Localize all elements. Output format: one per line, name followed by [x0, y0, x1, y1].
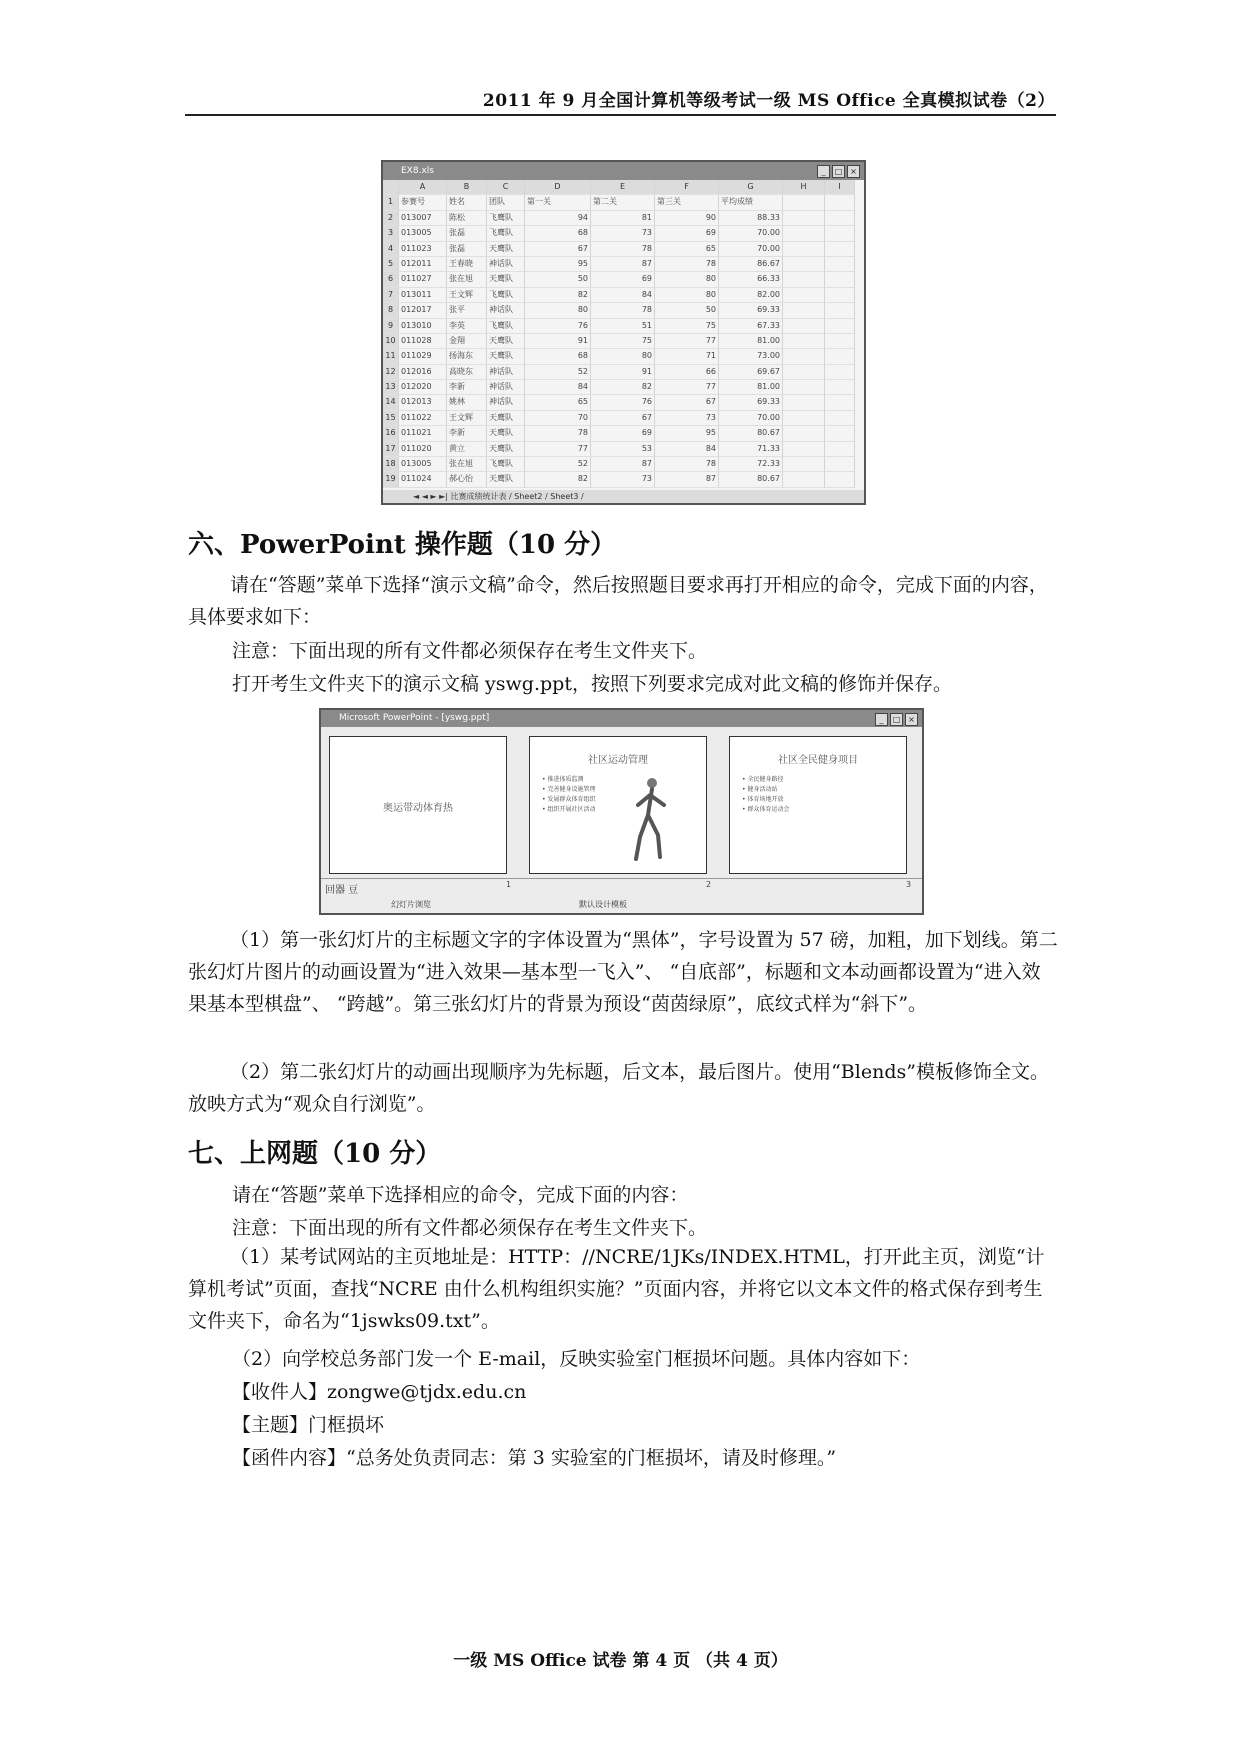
table-cell[interactable]: 66.33	[719, 272, 783, 287]
table-cell[interactable]: 76	[591, 395, 655, 410]
table-cell[interactable]: 011028	[399, 334, 447, 349]
close-icon[interactable]: ×	[847, 165, 860, 178]
slide-thumbnail-1[interactable]	[329, 736, 507, 874]
table-cell[interactable]: 陈松	[447, 211, 487, 226]
table-cell[interactable]	[825, 226, 855, 241]
table-cell[interactable]: 70	[525, 411, 591, 426]
table-cell[interactable]: 78	[591, 242, 655, 257]
table-cell[interactable]	[783, 334, 825, 349]
table-cell[interactable]: 张磊	[447, 226, 487, 241]
table-cell[interactable]: 80	[655, 288, 719, 303]
ppt-status-bar	[321, 878, 922, 913]
maximize-icon[interactable]: □	[832, 165, 845, 178]
table-cell[interactable]	[825, 395, 855, 410]
table-cell[interactable]: 张在旭	[447, 457, 487, 472]
table-cell[interactable]: 50	[655, 303, 719, 318]
table-cell[interactable]: 90	[655, 211, 719, 226]
slide-thumbnail-2[interactable]	[529, 736, 707, 874]
table-cell[interactable]: 012013	[399, 395, 447, 410]
table-cell[interactable]: 82	[525, 472, 591, 487]
table-cell[interactable]: 天鹰队	[487, 272, 525, 287]
table-cell[interactable]: 84	[655, 442, 719, 457]
table-cell[interactable]: 81.00	[719, 380, 783, 395]
bullet: • 全民健身路径	[742, 776, 784, 783]
excel-screenshot	[381, 160, 866, 505]
column-header[interactable]: D	[525, 180, 591, 195]
table-cell[interactable]: 飞鹰队	[487, 288, 525, 303]
table-cell[interactable]: 80.67	[719, 472, 783, 487]
table-cell[interactable]: 87	[591, 257, 655, 272]
table-cell[interactable]: 第二关	[591, 195, 655, 210]
table-cell[interactable]	[783, 303, 825, 318]
table-cell[interactable]: 神话队	[487, 380, 525, 395]
row-header[interactable]: 18	[383, 457, 399, 472]
table-cell[interactable]: 70.00	[719, 226, 783, 241]
column-header[interactable]: B	[447, 180, 487, 195]
table-cell[interactable]	[825, 442, 855, 457]
table-cell[interactable]	[825, 242, 855, 257]
ppt-window-buttons	[875, 713, 918, 726]
section6-title: 六、PowerPoint 操作题（10 分）	[188, 530, 617, 560]
table-cell[interactable]	[783, 319, 825, 334]
row-header[interactable]: 5	[383, 257, 399, 272]
table-cell[interactable]: 84	[525, 380, 591, 395]
runner-picture	[630, 775, 670, 865]
table-cell[interactable]: 李新	[447, 380, 487, 395]
row-header[interactable]: 6	[383, 272, 399, 287]
table-cell[interactable]: 王文辉	[447, 411, 487, 426]
table-cell[interactable]: 82	[591, 380, 655, 395]
table-cell[interactable]: 011029	[399, 349, 447, 364]
table-cell[interactable]: 王文辉	[447, 288, 487, 303]
table-cell[interactable]: 80	[525, 303, 591, 318]
table-cell[interactable]: 第一关	[525, 195, 591, 210]
section7-note: 注意：下面出现的所有文件都必须保存在考生文件夹下。	[232, 1217, 708, 1239]
table-cell[interactable]: 天鹰队	[487, 426, 525, 441]
row-header[interactable]: 12	[383, 365, 399, 380]
powerpoint-screenshot	[319, 708, 924, 915]
row-header[interactable]: 11	[383, 349, 399, 364]
table-cell[interactable]: 飞鹰队	[487, 457, 525, 472]
row-header[interactable]: 19	[383, 472, 399, 487]
table-cell[interactable]: 郝心怡	[447, 472, 487, 487]
section7-item1: （1）某考试网站的主页地址是：HTTP：//NCRE/1JKs/INDEX.HTML，打开此主页，浏览“计算机考试”页面，查找“NCRE 由什么机构组织实施？”页面内容，并将它以文本文件的格式保存到考生文件夹下，命名为“1jswks09.txt”。	[188, 1246, 1045, 1332]
slide2-bullets	[542, 775, 595, 815]
table-cell[interactable]: 75	[655, 319, 719, 334]
table-cell[interactable]	[783, 288, 825, 303]
table-cell[interactable]	[783, 272, 825, 287]
table-cell[interactable]: 75	[591, 334, 655, 349]
table-cell[interactable]: 68	[525, 226, 591, 241]
page-footer: 一级 MS Office 试卷 第 4 页 （共 4 页）	[453, 1651, 788, 1671]
table-cell[interactable]: 天鹰队	[487, 334, 525, 349]
table-cell[interactable]: 团队	[487, 195, 525, 210]
row-header[interactable]: 15	[383, 411, 399, 426]
table-cell[interactable]: 飞鹰队	[487, 226, 525, 241]
table-cell[interactable]: 012011	[399, 257, 447, 272]
table-cell[interactable]	[825, 288, 855, 303]
slide3-bullets	[742, 775, 789, 815]
table-cell[interactable]: 65	[655, 242, 719, 257]
email-body: 【函件内容】“总务处负责同志：第 3 实验室的门框损坏，请及时修理。”	[232, 1447, 837, 1469]
ppt-title-bar	[321, 710, 922, 727]
slide-number-1: 1	[506, 880, 512, 889]
table-cell[interactable]: 68	[525, 349, 591, 364]
column-header[interactable]: I	[825, 180, 855, 195]
table-cell[interactable]: 天鹰队	[487, 411, 525, 426]
table-cell[interactable]	[825, 426, 855, 441]
column-header[interactable]: C	[487, 180, 525, 195]
email-subject: 【主题】门框损坏	[232, 1414, 385, 1436]
sheet-tabs[interactable]: ◄ ◄ ► ►| 比赛成绩统计表 / Sheet2 / Sheet3 /	[383, 490, 864, 503]
table-cell[interactable]: 88.33	[719, 211, 783, 226]
table-cell[interactable]: 姓名	[447, 195, 487, 210]
table-cell[interactable]: 87	[591, 457, 655, 472]
table-cell[interactable]	[825, 349, 855, 364]
table-cell[interactable]: 高晓东	[447, 365, 487, 380]
table-cell[interactable]: 013010	[399, 319, 447, 334]
table-cell[interactable]: 78	[655, 257, 719, 272]
column-header[interactable]: H	[783, 180, 825, 195]
table-cell[interactable]: 95	[525, 257, 591, 272]
table-cell[interactable]	[825, 380, 855, 395]
table-cell[interactable]: 飞鹰队	[487, 211, 525, 226]
bullet: • 完善健身设施管理	[542, 786, 596, 793]
table-cell[interactable]: 73	[655, 411, 719, 426]
ppt-window-title: Microsoft PowerPoint - [yswg.ppt]	[339, 713, 490, 723]
table-cell[interactable]	[783, 257, 825, 272]
table-cell[interactable]	[783, 211, 825, 226]
row-header[interactable]: 9	[383, 319, 399, 334]
table-cell[interactable]: 81	[591, 211, 655, 226]
slide-number-2: 2	[706, 880, 712, 889]
table-cell[interactable]	[825, 365, 855, 380]
bullet: • 推进体质监测	[542, 776, 584, 783]
table-cell[interactable]: 神话队	[487, 395, 525, 410]
table-cell[interactable]: 011023	[399, 242, 447, 257]
table-cell[interactable]	[783, 242, 825, 257]
spreadsheet-grid	[383, 180, 864, 488]
table-cell[interactable]: 天鹰队	[487, 349, 525, 364]
row-header[interactable]: 4	[383, 242, 399, 257]
header-rule	[185, 114, 1056, 116]
table-cell[interactable]: 69.33	[719, 395, 783, 410]
table-cell[interactable]: 67	[655, 395, 719, 410]
table-cell[interactable]: 神话队	[487, 257, 525, 272]
table-cell[interactable]: 67.33	[719, 319, 783, 334]
section6-note: 注意：下面出现的所有文件都必须保存在考生文件夹下。	[232, 640, 708, 662]
row-header[interactable]: 3	[383, 226, 399, 241]
table-cell[interactable]: 65	[525, 395, 591, 410]
table-cell[interactable]: 姚林	[447, 395, 487, 410]
table-cell[interactable]: 012016	[399, 365, 447, 380]
table-cell[interactable]: 73	[591, 226, 655, 241]
status-view-name: 幻灯片浏览	[391, 900, 431, 909]
table-cell[interactable]: 张平	[447, 303, 487, 318]
table-cell[interactable]: 69.67	[719, 365, 783, 380]
bullet: • 组织开展社区活动	[542, 806, 596, 813]
section7-title: 七、上网题（10 分）	[188, 1139, 442, 1169]
column-header[interactable]: F	[655, 180, 719, 195]
slide2-title: 社区运动管理	[588, 755, 648, 766]
table-cell[interactable]	[825, 272, 855, 287]
excel-title-bar	[383, 162, 864, 180]
table-cell[interactable]: 50	[525, 272, 591, 287]
table-cell[interactable]: 013005	[399, 226, 447, 241]
table-cell[interactable]: 神话队	[487, 303, 525, 318]
table-cell[interactable]: 53	[591, 442, 655, 457]
table-cell[interactable]: 78	[525, 426, 591, 441]
section6-item2: （2）第二张幻灯片的动画出现顺序为先标题，后文本，最后图片。使用“Blends”模板修饰全文。放映方式为“观众自行浏览”。	[188, 1061, 1049, 1115]
table-cell[interactable]: 第三关	[655, 195, 719, 210]
table-cell[interactable]: 李英	[447, 319, 487, 334]
row-header[interactable]: 7	[383, 288, 399, 303]
table-cell[interactable]	[783, 411, 825, 426]
table-cell[interactable]	[825, 319, 855, 334]
table-cell[interactable]	[783, 457, 825, 472]
table-cell[interactable]: 69.33	[719, 303, 783, 318]
table-cell[interactable]: 71.33	[719, 442, 783, 457]
table-cell[interactable]	[825, 334, 855, 349]
page-header: 2011 年 9 月全国计算机等级考试一级 MS Office 全真模拟试卷（2）	[482, 91, 1055, 111]
slide3-title: 社区全民健身项目	[778, 755, 858, 766]
column-header[interactable]: G	[719, 180, 783, 195]
table-cell[interactable]: 78	[655, 457, 719, 472]
table-cell[interactable]	[783, 395, 825, 410]
row-header[interactable]: 13	[383, 380, 399, 395]
table-cell[interactable]: 012020	[399, 380, 447, 395]
table-cell[interactable]	[825, 472, 855, 487]
bullet: • 群众体育运动会	[742, 806, 790, 813]
table-cell[interactable]: 66	[655, 365, 719, 380]
table-cell[interactable]: 84	[591, 288, 655, 303]
table-cell[interactable]: 李新	[447, 426, 487, 441]
slide-number-3: 3	[906, 880, 912, 889]
row-header[interactable]: 17	[383, 442, 399, 457]
row-header[interactable]: 10	[383, 334, 399, 349]
table-cell[interactable]	[825, 411, 855, 426]
table-cell[interactable]: 黄立	[447, 442, 487, 457]
row-header[interactable]: 14	[383, 395, 399, 410]
table-cell[interactable]: 73.00	[719, 349, 783, 364]
table-cell[interactable]: 95	[655, 426, 719, 441]
section7-intro: 请在“答题”菜单下选择相应的命令，完成下面的内容：	[232, 1184, 689, 1206]
table-cell[interactable]: 013011	[399, 288, 447, 303]
table-cell[interactable]: 011020	[399, 442, 447, 457]
table-cell[interactable]	[825, 211, 855, 226]
slide1-title: 奥运带动体育热	[383, 803, 453, 814]
section6-intro: 请在“答题”菜单下选择“演示文稿”命令，然后按照题目要求再打开相应的命令，完成下面的内容，具体要求如下：	[188, 574, 1048, 628]
column-header[interactable]: E	[591, 180, 655, 195]
table-cell[interactable]: 76	[525, 319, 591, 334]
table-cell[interactable]	[783, 365, 825, 380]
table-cell[interactable]: 扬海东	[447, 349, 487, 364]
table-cell[interactable]: 013005	[399, 457, 447, 472]
column-header[interactable]: A	[399, 180, 447, 195]
table-cell[interactable]: 80	[655, 272, 719, 287]
table-cell[interactable]	[783, 442, 825, 457]
table-cell[interactable]: 012017	[399, 303, 447, 318]
table-cell[interactable]: 87	[655, 472, 719, 487]
table-cell[interactable]: 011021	[399, 426, 447, 441]
table-cell[interactable]	[825, 195, 855, 210]
excel-window-title: EX8.xls	[401, 166, 434, 176]
row-header[interactable]: 8	[383, 303, 399, 318]
minimize-icon[interactable]: _	[817, 165, 830, 178]
section6-open-line: 打开考生文件夹下的演示文稿 yswg.ppt，按照下列要求完成对此文稿的修饰并保存。	[232, 673, 952, 695]
email-recipient: 【收件人】zongwe@tjdx.edu.cn	[232, 1381, 527, 1403]
bullet: • 体育场地开放	[742, 796, 784, 803]
table-cell[interactable]	[825, 257, 855, 272]
table-cell[interactable]: 78	[591, 303, 655, 318]
table-cell[interactable]: 013007	[399, 211, 447, 226]
view-buttons[interactable]: 回器 豆	[325, 885, 359, 896]
table-cell[interactable]: 天鹰队	[487, 442, 525, 457]
table-cell[interactable]: 70.00	[719, 242, 783, 257]
table-cell[interactable]: 神话队	[487, 365, 525, 380]
bullet: • 健身活动站	[742, 786, 778, 793]
close-icon[interactable]: ×	[905, 713, 918, 726]
table-cell[interactable]: 011027	[399, 272, 447, 287]
table-cell[interactable]: 81.00	[719, 334, 783, 349]
table-cell[interactable]: 80	[591, 349, 655, 364]
table-cell[interactable]: 52	[525, 365, 591, 380]
table-cell[interactable]: 71	[655, 349, 719, 364]
table-cell[interactable]: 82	[525, 288, 591, 303]
table-cell[interactable]	[783, 426, 825, 441]
row-header[interactable]: 16	[383, 426, 399, 441]
table-cell[interactable]: 86.67	[719, 257, 783, 272]
table-cell[interactable]: 金翔	[447, 334, 487, 349]
slide-thumbnail-3[interactable]	[729, 736, 907, 874]
table-cell[interactable]: 91	[525, 334, 591, 349]
table-cell[interactable]	[783, 472, 825, 487]
corner-cell[interactable]	[383, 180, 399, 195]
table-cell[interactable]: 平均成绩	[719, 195, 783, 210]
table-cell[interactable]: 51	[591, 319, 655, 334]
table-cell[interactable]	[825, 457, 855, 472]
table-cell[interactable]: 天鹰队	[487, 242, 525, 257]
table-cell[interactable]: 70.00	[719, 411, 783, 426]
row-header[interactable]: 2	[383, 211, 399, 226]
table-cell[interactable]	[783, 195, 825, 210]
table-cell[interactable]: 77	[655, 334, 719, 349]
table-cell[interactable]: 011022	[399, 411, 447, 426]
table-cell[interactable]: 王春晓	[447, 257, 487, 272]
table-cell[interactable]: 52	[525, 457, 591, 472]
bullet: • 发展群众体育组织	[542, 796, 596, 803]
table-cell[interactable]	[783, 226, 825, 241]
status-template-name: 默认设计模板	[579, 900, 627, 909]
table-cell[interactable]: 77	[525, 442, 591, 457]
table-cell[interactable]: 69	[591, 272, 655, 287]
table-cell[interactable]: 80.67	[719, 426, 783, 441]
table-cell[interactable]: 77	[655, 380, 719, 395]
table-cell[interactable]: 91	[591, 365, 655, 380]
table-cell[interactable]: 67	[525, 242, 591, 257]
table-cell[interactable]	[825, 303, 855, 318]
section6-item1: （1）第一张幻灯片的主标题文字的字体设置为“黑体”，字号设置为 57 磅，加粗，加下划线。第二张幻灯片图片的动画设置为“进入效果—基本型一飞入”、 “自底部”，标题和文本动画都设置为“进入效果基本型棋盘”、 “跨越”。第三张幻灯片的背景为预设“茵茵绿原”，底纹式样为“斜下”。	[188, 929, 1058, 1015]
table-cell[interactable]: 82.00	[719, 288, 783, 303]
section7-item2: （2）向学校总务部门发一个 E-mail，反映实验室门框损坏问题。具体内容如下：	[232, 1348, 921, 1370]
table-cell[interactable]: 011024	[399, 472, 447, 487]
table-cell[interactable]: 94	[525, 211, 591, 226]
maximize-icon[interactable]: □	[890, 713, 903, 726]
table-cell[interactable]: 73	[591, 472, 655, 487]
table-cell[interactable]: 天鹰队	[487, 472, 525, 487]
excel-window-buttons	[817, 165, 860, 178]
table-cell[interactable]: 69	[655, 226, 719, 241]
row-header[interactable]: 1	[383, 195, 399, 210]
table-cell[interactable]: 参赛号	[399, 195, 447, 210]
table-cell[interactable]: 飞鹰队	[487, 319, 525, 334]
table-cell[interactable]: 69	[591, 426, 655, 441]
table-cell[interactable]	[783, 349, 825, 364]
minimize-icon[interactable]: _	[875, 713, 888, 726]
table-cell[interactable]: 张磊	[447, 242, 487, 257]
table-cell[interactable]: 张在旭	[447, 272, 487, 287]
table-cell[interactable]: 67	[591, 411, 655, 426]
table-cell[interactable]: 72.33	[719, 457, 783, 472]
table-cell[interactable]	[783, 380, 825, 395]
